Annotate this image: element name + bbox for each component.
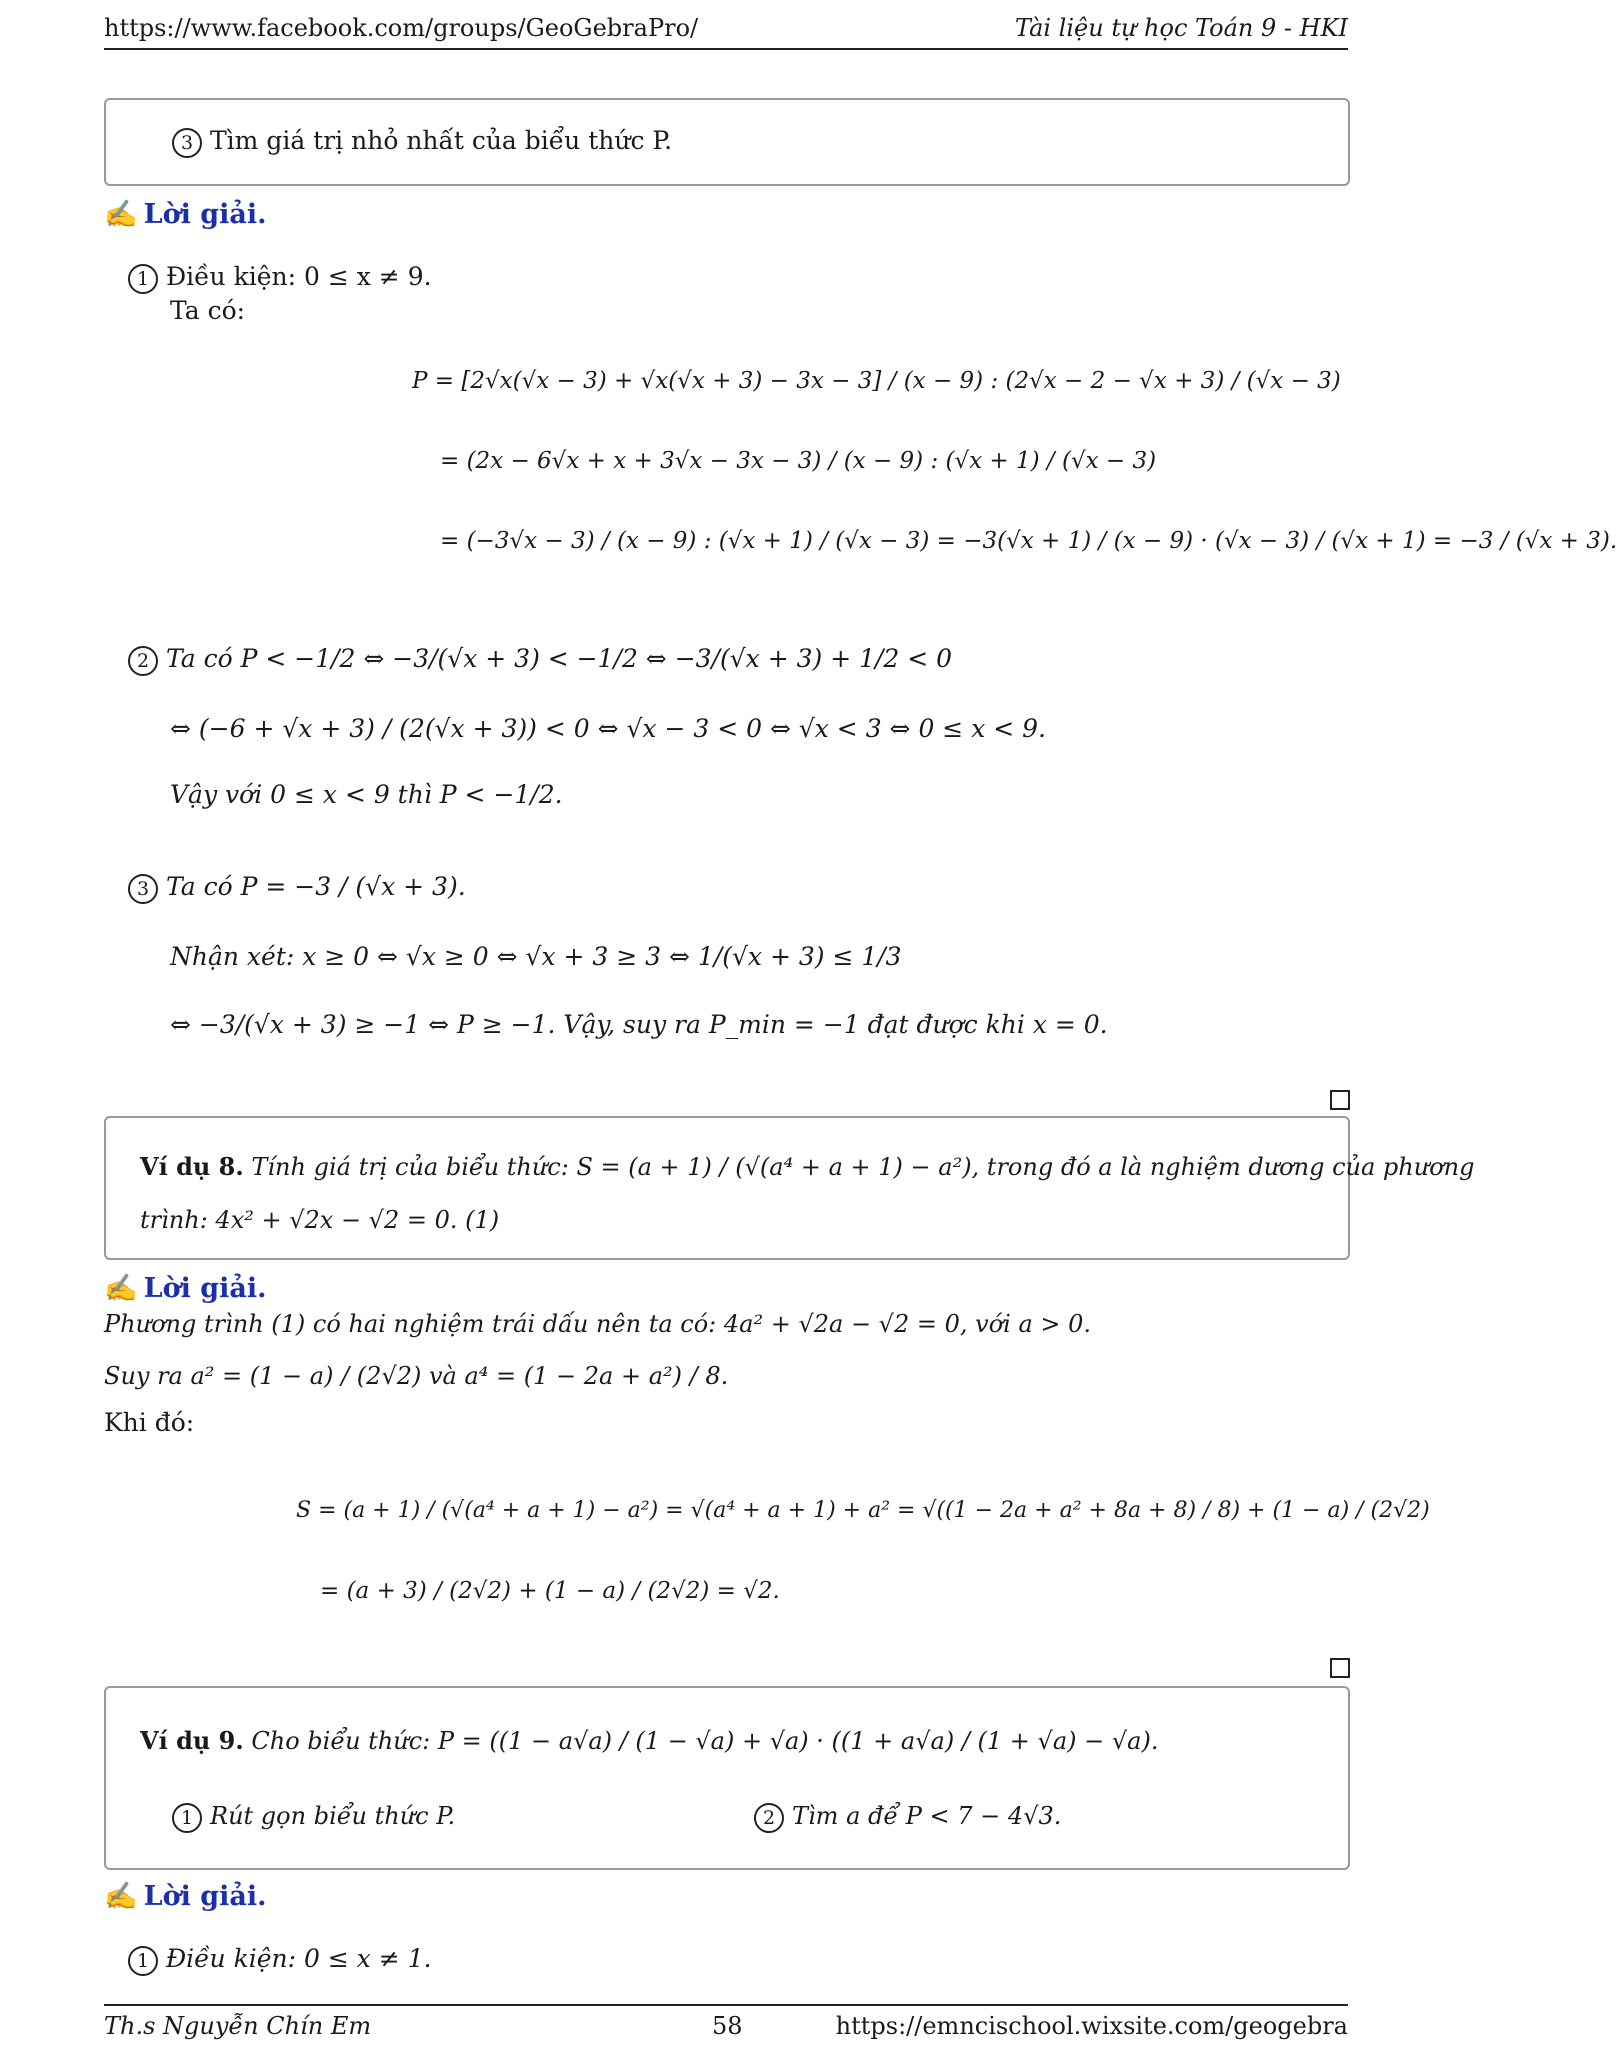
item-number: 2 (128, 646, 158, 676)
part3-line: 3 Ta có P = −3 / (√x + 3). (128, 872, 466, 904)
part3-line: Nhận xét: x ≥ 0 ⇔ √x ≥ 0 ⇔ √x + 3 ≥ 3 ⇔ 1/(√x + 3) ≤ 1/3 (170, 942, 902, 971)
example-text: trình: 4x² + √2x − √2 = 0. (1) (140, 1206, 500, 1234)
qed-square (1330, 1090, 1350, 1110)
page-number: 58 (712, 2012, 743, 2040)
example-label: Ví dụ 9. (140, 1726, 244, 1755)
header-url[interactable]: https://www.facebook.com/groups/GeoGebraPro/ (104, 14, 699, 42)
pen-icon: ✍ (104, 1881, 138, 1912)
solution-heading: ✍ Lời giải. (104, 1881, 267, 1912)
problem-text: Tìm giá trị nhỏ nhất của biểu thức P. (210, 126, 673, 155)
equation-line: = (a + 3) / (2√2) + (1 − a) / (2√2) = √2. (320, 1578, 780, 1604)
solution-heading: ✍ Lời giải. (104, 1273, 267, 1304)
part1-condition: 1 Điều kiện: 0 ≤ x ≠ 9. (128, 262, 432, 294)
item-number: 1 (172, 1803, 202, 1833)
solution-line: 1 Điều kiện: 0 ≤ x ≠ 1. (128, 1944, 432, 1976)
header-rule (104, 48, 1348, 50)
item-number: 3 (172, 128, 202, 158)
example-text: Cho biểu thức: P = ((1 − a√a) / (1 − √a) + √a) · ((1 + a√a) / (1 + √a) − √a). (251, 1727, 1159, 1755)
solution-line: Khi đó: (104, 1408, 195, 1437)
item-number: 3 (128, 874, 158, 904)
example-label: Ví dụ 8. (140, 1152, 244, 1181)
solution-line: Suy ra a² = (1 − a) / (2√2) và a⁴ = (1 − 2a + a²) / 8. (104, 1362, 729, 1390)
item-number: 2 (754, 1803, 784, 1833)
example-9-box (104, 1686, 1350, 1870)
header-title: Tài liệu tự học Toán 9 - HKI (1014, 14, 1348, 42)
example-8-box (104, 1116, 1475, 1260)
solution-line: Phương trình (1) có hai nghiệm trái dấu nên ta có: 4a² + √2a − √2 = 0, với a > 0. (104, 1310, 1092, 1338)
equation-line: = (2x − 6√x + x + 3√x − 3x − 3) / (x − 9) : (√x + 1) / (√x − 3) (440, 448, 1157, 474)
problem-box (104, 98, 1350, 186)
question-text: Rút gọn biểu thức P. (210, 1802, 456, 1830)
equation-line: = (−3√x − 3) / (x − 9) : (√x + 1) / (√x − 3) = −3(√x + 1) / (x − 9) · (√x − 3) / (√x + 1) = −3 / (√x + 3). (440, 528, 1617, 554)
equation-line: P = [2√x(√x − 3) + √x(√x + 3) − 3x − 3] / (x − 9) : (2√x − 2 − √x + 3) / (√x − 3) (412, 368, 1341, 394)
qed-square (1330, 1658, 1350, 1678)
footer-url[interactable]: https://emncischool.wixsite.com/geogebra (835, 2012, 1348, 2040)
part3-line: ⇔ −3/(√x + 3) ≥ −1 ⇔ P ≥ −1. Vậy, suy ra P_min = −1 đạt được khi x = 0. (170, 1010, 1108, 1039)
item-number: 1 (128, 264, 158, 294)
part1-intro: Ta có: (170, 296, 246, 325)
item-number: 1 (128, 1946, 158, 1976)
example-text: Tính giá trị của biểu thức: S = (a + 1) / (√(a⁴ + a + 1) − a²), trong đó a là nghiệm dương của phương (251, 1153, 1475, 1181)
part2-line: 2 Ta có P < −1/2 ⇔ −3/(√x + 3) < −1/2 ⇔ −3/(√x + 3) + 1/2 < 0 (128, 644, 952, 676)
part2-line: Vậy với 0 ≤ x < 9 thì P < −1/2. (170, 780, 563, 809)
question-text: Tìm a để P < 7 − 4√3. (792, 1802, 1062, 1830)
pen-icon: ✍ (104, 1273, 138, 1304)
footer-rule (104, 2004, 1348, 2006)
part2-line: ⇔ (−6 + √x + 3) / (2(√x + 3)) < 0 ⇔ √x − 3 < 0 ⇔ √x < 3 ⇔ 0 ≤ x < 9. (170, 714, 1046, 743)
equation-line: S = (a + 1) / (√(a⁴ + a + 1) − a²) = √(a⁴ + a + 1) + a² = √((1 − 2a + a² + 8a + 8) / 8) + (1 − a) / (2√2) (296, 1498, 1430, 1523)
pen-icon: ✍ (104, 199, 138, 230)
solution-heading: ✍ Lời giải. (104, 199, 267, 230)
footer-author: Th.s Nguyễn Chín Em (104, 2012, 372, 2040)
